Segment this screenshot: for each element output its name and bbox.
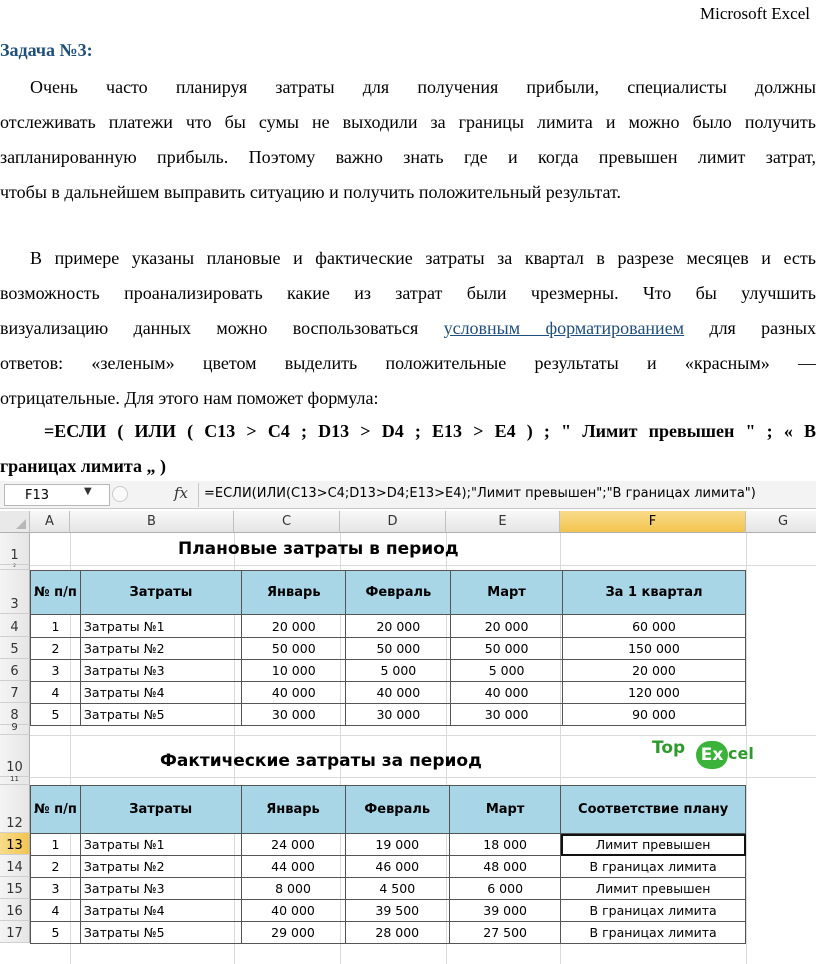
row-header[interactable]: 6 [0,659,30,681]
column-label: Февраль [346,571,451,615]
select-all-button[interactable] [0,511,30,533]
column-label: № п/п [31,786,81,834]
column-label: Январь [242,571,346,615]
name-box[interactable]: F13 [4,484,110,506]
column-label: Март [451,571,563,615]
cell[interactable]: Лимит превышен [561,878,746,900]
gridline [30,735,816,736]
column-label: Затраты [80,571,241,615]
table-header-row [31,571,746,615]
table-row [31,834,746,856]
cell[interactable]: 10 000 [242,660,346,682]
cell[interactable]: Затраты №3 [80,660,241,682]
cell[interactable]: 2 [31,638,81,660]
paragraph-line: запланированную прибыль. Поэтому важно знать где и когда превышен лимит затрат, [0,147,816,167]
cell[interactable]: 1 [31,834,81,856]
logo-text: cel [728,744,754,763]
table-header-row [31,786,746,834]
cell[interactable]: 29 000 [241,922,345,944]
column-label: Январь [241,786,345,834]
cell[interactable]: 30 000 [242,704,346,726]
cell[interactable]: Затраты №2 [80,856,241,878]
cell[interactable]: 40 000 [346,682,451,704]
cell[interactable]: 27 500 [450,922,561,944]
app-name-header: Microsoft Excel [700,4,810,23]
paragraph-intro [0,70,816,210]
formula-line: =ЕСЛИ ( ИЛИ ( C13 > C4 ; D13 > D4 ; E13 > E4 ) ; " Лимит превышен " ; « В [44,421,816,441]
column-label: Соответствие плану [561,786,746,834]
cell[interactable]: 20 000 [346,615,451,638]
cell[interactable]: 120 000 [562,682,745,704]
cell[interactable]: 39 000 [450,900,561,922]
row-header[interactable]: 1 [0,533,30,565]
plan-table [30,570,746,726]
row-header[interactable]: 10 [0,735,30,777]
cell[interactable]: 5 [31,704,81,726]
column-label: За 1 квартал [562,571,745,615]
row-header[interactable]: 17 [0,921,30,943]
row-header[interactable]: 9 [0,725,30,735]
cell[interactable]: 48 000 [450,856,561,878]
cell[interactable]: Затраты №4 [80,900,241,922]
fact-table-title: Фактические затраты за период [160,751,482,771]
paragraph-line: В примере указаны плановые и фактические затраты за квартал в разрезе месяцев и есть [30,248,816,268]
row-header[interactable]: 4 [0,614,30,637]
column-label: Затраты [80,786,241,834]
cell[interactable]: 30 000 [451,704,563,726]
cell[interactable]: 4 [31,900,81,922]
paragraph-line: отрицательные. Для этого нам поможет формула: [0,388,379,408]
cell[interactable]: 20 000 [562,660,745,682]
column-header-b[interactable]: B [70,511,234,533]
row-header[interactable]: 14 [0,855,30,877]
table-row [31,682,746,704]
formula-bar [0,481,816,509]
table-row [31,856,746,878]
cell[interactable]: 40 000 [241,900,345,922]
column-header-g[interactable]: G [746,511,816,533]
row-header[interactable]: 8 [0,703,30,725]
cell[interactable]: Затраты №4 [80,682,241,704]
column-label: № п/п [31,571,81,615]
cell[interactable]: В границах лимита [561,856,746,878]
cell[interactable]: 60 000 [562,615,745,638]
logo-text: Ex [696,741,728,769]
cell[interactable]: 44 000 [241,856,345,878]
paragraph-line: возможность проанализировать какие из затрат были чрезмерны. Что бы улучшить [0,283,816,303]
table-row [31,638,746,660]
cell[interactable]: 20 000 [242,615,346,638]
excel-screenshot [0,481,816,964]
selected-cell-f13[interactable]: Лимит превышен [561,834,746,856]
gridline [30,777,816,778]
row-header[interactable]: 5 [0,637,30,659]
column-header-d[interactable]: D [340,511,446,533]
formula-bar-circle-icon [112,486,128,502]
table-row [31,660,746,682]
cell[interactable]: 30 000 [346,704,451,726]
cell[interactable]: 18 000 [450,834,561,856]
chevron-down-icon[interactable]: ▼ [84,486,92,497]
cell[interactable]: 40 000 [242,682,346,704]
cell[interactable]: 5 [31,922,81,944]
plan-table-title: Плановые затраты в период [178,539,459,559]
cell[interactable]: 20 000 [451,615,563,638]
topexcel-logo [652,738,762,770]
cell[interactable]: Затраты №2 [80,638,241,660]
cell[interactable]: 50 000 [346,638,451,660]
table-row [31,878,746,900]
paragraph-line: отслеживать платежи что бы сумы не выходили за границы лимита и можно было получить [0,112,816,132]
cell[interactable]: 4 500 [345,878,450,900]
cell[interactable]: 8 000 [241,878,345,900]
column-label: Февраль [345,786,450,834]
conditional-formatting-link[interactable]: условным форматированием [443,318,685,338]
cell[interactable]: 50 000 [451,638,563,660]
cell[interactable]: 2 [31,856,81,878]
row-header-selected[interactable]: 13 [0,833,30,855]
paragraph-line: Очень часто планируя затраты для получения прибыли, специалисты должны [30,77,816,97]
cell[interactable]: 24 000 [241,834,345,856]
cell[interactable]: В границах лимита [561,900,746,922]
cell[interactable]: 5 000 [451,660,563,682]
cell[interactable]: 50 000 [242,638,346,660]
formula-line: границах лимита „ ) [0,456,166,476]
row-header[interactable]: 15 [0,877,30,899]
task-title: Задача №3: [0,40,93,60]
cell[interactable]: Затраты №5 [80,704,241,726]
cell[interactable]: 6 000 [450,878,561,900]
cell[interactable]: 4 [31,682,81,704]
row-header[interactable]: 12 [0,785,30,833]
formula-input[interactable]: =ЕСЛИ(ИЛИ(C13>C4;D13>D4;E13>E4);"Лимит превышен";"В границах лимита") [204,486,756,501]
paragraph-text: для разных [684,318,816,338]
formula-description [0,414,816,484]
row-header[interactable]: 16 [0,899,30,921]
paragraph-example [0,241,816,416]
cell[interactable]: 46 000 [345,856,450,878]
paragraph-line: ответов: «зеленым» цветом выделить положительные результаты и «красным» — [0,353,816,373]
column-header-f[interactable]: F [560,511,746,533]
cell[interactable]: Затраты №5 [80,922,241,944]
paragraph-line: чтобы в дальнейшем выправить ситуацию и получить положительный результат. [0,182,622,202]
cell[interactable]: 28 000 [345,922,450,944]
column-header-c[interactable]: C [234,511,340,533]
cell[interactable]: 39 500 [345,900,450,922]
logo-text: Top [652,738,686,758]
cell[interactable]: 3 [31,660,81,682]
paragraph-text: визуализацию данных можно воспользоваться [0,318,444,338]
row-header[interactable]: 2 [0,565,30,570]
column-header-a[interactable]: A [30,511,70,533]
formula-bar-divider [198,483,199,507]
cell[interactable]: 1 [31,615,81,638]
table-row [31,615,746,638]
column-header-e[interactable]: E [446,511,560,533]
cell[interactable]: Затраты №1 [80,615,241,638]
table-row [31,900,746,922]
row-header[interactable]: 3 [0,570,30,614]
row-header[interactable]: 11 [0,777,30,785]
cell[interactable]: Затраты №3 [80,878,241,900]
cell[interactable]: Затраты №1 [80,834,241,856]
gridline [30,565,816,566]
cell[interactable]: 90 000 [562,704,745,726]
fact-table [30,785,746,944]
insert-function-icon[interactable]: fx [174,484,189,502]
row-header[interactable]: 7 [0,681,30,703]
table-row [31,704,746,726]
cell[interactable]: 19 000 [345,834,450,856]
table-row [31,922,746,944]
cell[interactable]: В границах лимита [561,922,746,944]
paragraph-line-with-link [0,311,816,346]
cell[interactable]: 40 000 [451,682,563,704]
column-label: Март [450,786,561,834]
cell[interactable]: 150 000 [562,638,745,660]
cell[interactable]: 3 [31,878,81,900]
cell[interactable]: 5 000 [346,660,451,682]
